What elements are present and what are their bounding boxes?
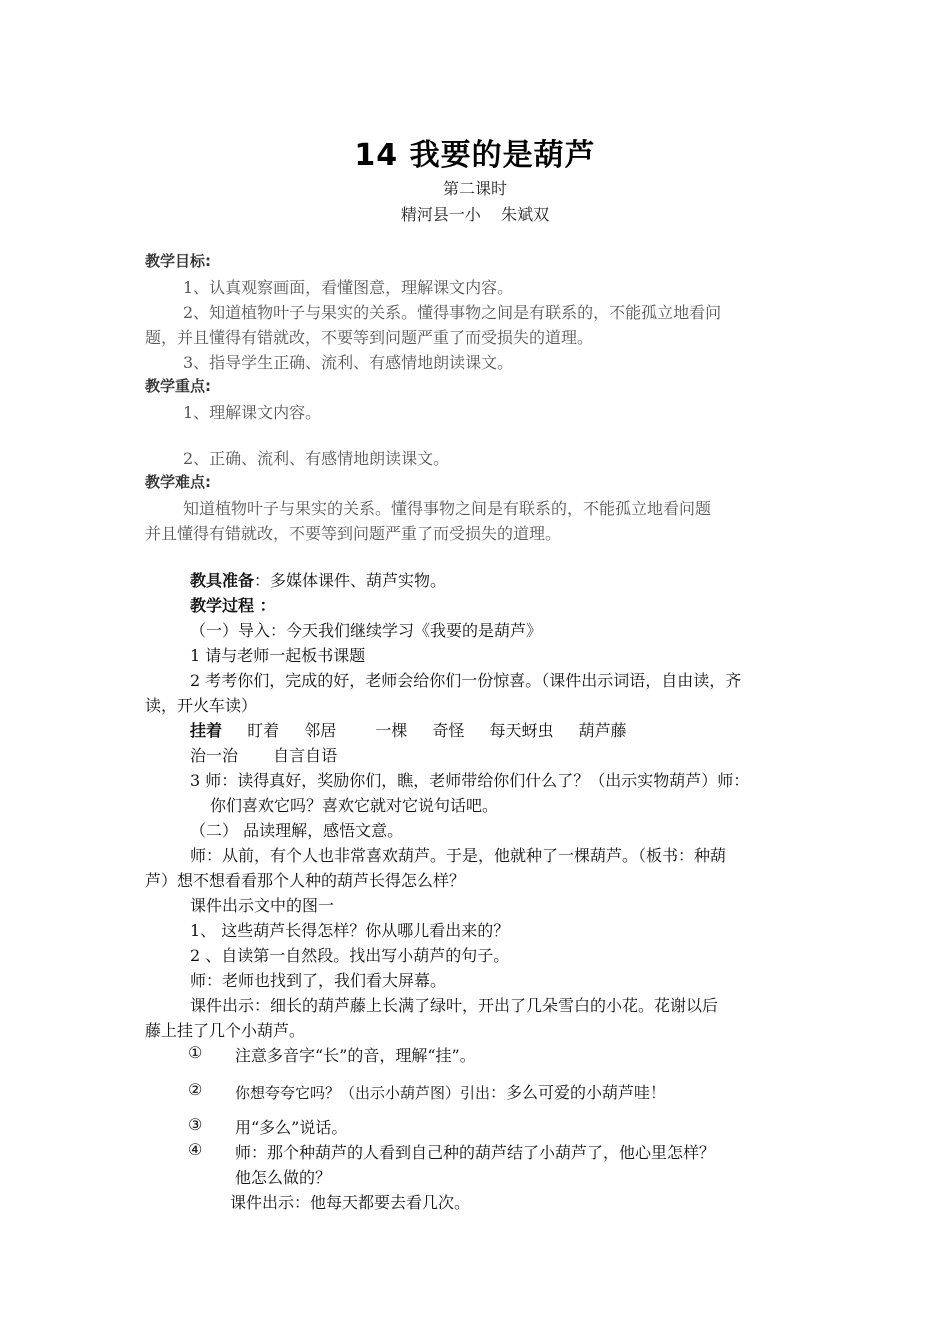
numbered-mark: ③	[188, 1115, 203, 1134]
process-line-2: 1 请与老师一起板书课题	[190, 646, 366, 665]
difficulty-line-1: 知道植物叶子与果实的关系。懂得事物之间是有联系的，不能孤立地看问题	[183, 499, 712, 518]
process-line-13: 课件出示：细长的葫芦藤上长满了绿叶，开出了几朵雪白的小花。花谢以后	[190, 996, 719, 1015]
difficulty-heading: 教学难点:	[145, 473, 211, 491]
process-line-12: 师：老师也找到了，我们看大屏幕。	[190, 971, 447, 990]
prep-text: ：多媒体课件、葫芦实物。	[254, 571, 447, 590]
author-line: 精河县一小 朱斌双	[400, 205, 550, 224]
tail-line-1: 他怎么做的？	[235, 1168, 332, 1187]
process-line-5: 3 师：读得真好，奖励你们，瞧，老师带给你们什么了？（出示实物葫芦）师：	[190, 771, 750, 790]
prep-line	[190, 568, 446, 591]
tail-line-2: 课件出示：他每天都要去看几次。	[230, 1193, 471, 1212]
numbered-mark: ④	[188, 1140, 203, 1159]
process-line-4: 读，开火车读）	[145, 696, 258, 715]
vocab-word: 奇怪	[432, 721, 465, 740]
process-line-9: 课件出示文中的图一	[190, 896, 335, 915]
numbered-text: 用“多么”说话。	[235, 1118, 348, 1137]
goal-item-2-cont: 题，并且懂得有错就改，不要等到问题严重了而受损失的道理。	[145, 328, 594, 347]
numbered-text-rest: ：多么可爱的小葫芦哇！	[490, 1083, 667, 1102]
section-two-heading: （二） 品读理解，感悟文意。	[190, 821, 404, 840]
process-line-3: 2 考考你们，完成的好，老师会给你们一份惊喜。（课件出示词语，自由读，齐	[190, 671, 742, 690]
numbered-mark: ①	[188, 1043, 203, 1062]
goal-item-3: 3、指导学生正确、流利、有感情地朗读课文。	[183, 353, 514, 372]
vocab-row-1	[190, 718, 647, 741]
process-line-10: 1、 这些葫芦长得怎样？你从哪儿看出来的？	[190, 921, 510, 940]
process-line-7: 师：从前，有个人也非常喜欢葫芦。于是，他就种了一棵葫芦。（板书：种葫	[190, 846, 727, 865]
numbered-text-emphasis: 你想夸夸它吗？（出示小葫芦图）引出	[235, 1084, 491, 1102]
focus-item-2: 2、正确、流利、有感情地朗读课文。	[183, 449, 450, 468]
prep-label: 教具准备	[190, 571, 255, 590]
process-line-1: （一）导入：今天我们继续学习《我要的是葫芦》	[190, 621, 543, 640]
vocab-word: 挂着	[190, 721, 223, 740]
difficulty-line-2: 并且懂得有错就改，不要等到问题严重了而受损失的道理。	[145, 524, 562, 543]
numbered-text: 师：那个种葫芦的人看到自己种的葫芦结了小葫芦了，他心里怎样？	[235, 1143, 716, 1162]
process-line-6: 你们喜欢它吗？喜欢它就对它说句话吧。	[210, 796, 499, 815]
process-line-8: 芦）想不想看看那个人种的葫芦长得怎么样？	[145, 871, 466, 890]
vocab-word: 盯着	[247, 721, 280, 740]
vocab-word: 治一治	[190, 746, 239, 765]
goals-heading: 教学目标:	[145, 252, 211, 270]
numbered-text	[235, 1080, 666, 1103]
vocab-word: 葫芦藤	[578, 721, 627, 740]
vocab-row-2	[190, 743, 357, 766]
focus-item-1: 1、理解课文内容。	[183, 403, 322, 422]
lesson-period: 第二课时	[442, 179, 507, 198]
vocab-word: 一棵	[375, 721, 408, 740]
vocab-word: 每天蚜虫	[489, 721, 554, 740]
numbered-mark: ②	[188, 1080, 203, 1099]
goal-item-1: 1、认真观察画面，看懂图意，理解课文内容。	[183, 278, 514, 297]
page-title: 14 我要的是葫芦	[354, 138, 596, 173]
process-label: 教学过程 ：	[190, 596, 276, 615]
process-line-11: 2 、自读第一自然段。找出写小葫芦的句子。	[190, 946, 510, 965]
focus-heading: 教学重点:	[145, 377, 211, 395]
goal-item-2: 2、知道植物叶子与果实的关系。懂得事物之间是有联系的，不能孤立地看问	[183, 303, 722, 322]
process-line-14: 藤上挂了几个小葫芦。	[145, 1021, 306, 1040]
vocab-word: 自言自语	[273, 746, 338, 765]
vocab-word: 邻居	[304, 721, 337, 740]
numbered-text: 注意多音字“长”的音，理解“挂”。	[235, 1046, 476, 1065]
